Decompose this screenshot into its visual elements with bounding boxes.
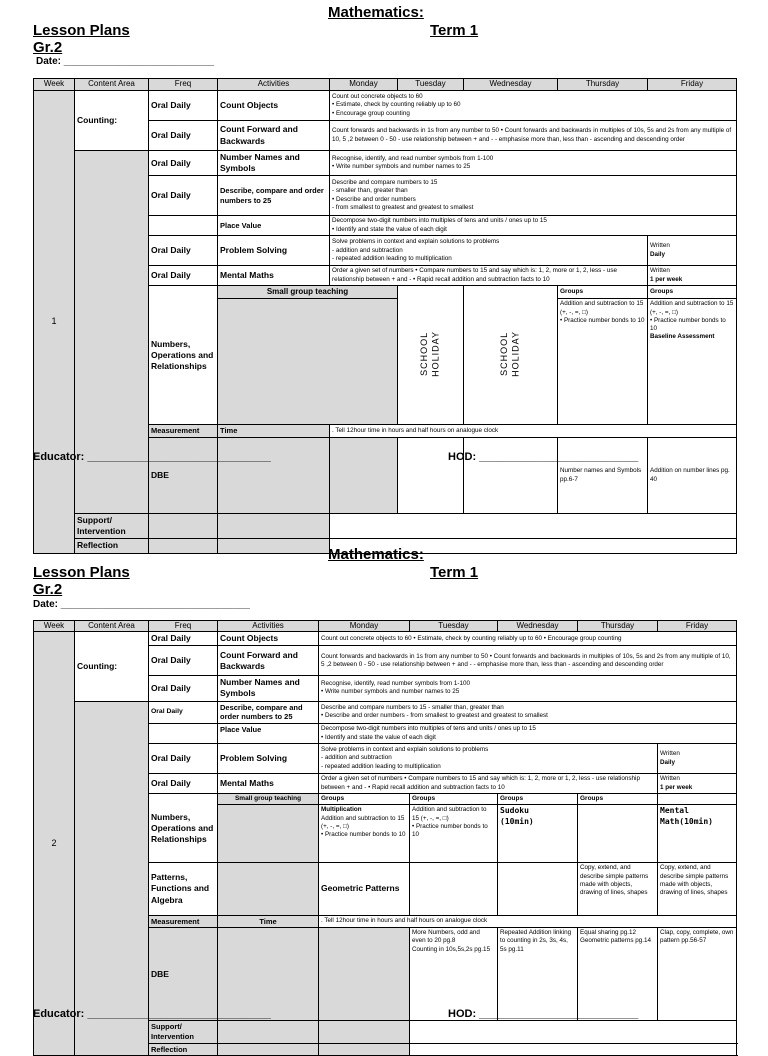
content-area-nor: Numbers, Operations and Relationships xyxy=(149,794,218,863)
number-names-detail: Recognise, identify, and read number symbols from 1-100 • Write number symbols and number names to 25 xyxy=(330,151,737,176)
dbe-blank xyxy=(330,437,398,514)
dbe-blank xyxy=(319,928,410,1021)
activity-geometric-patterns: Geometric Patterns xyxy=(319,863,410,915)
header-tuesday: Tuesday xyxy=(410,621,498,632)
header-wednesday: Wednesday xyxy=(498,621,578,632)
written-label: Written xyxy=(660,750,680,758)
activity-problem-solving: Problem Solving xyxy=(218,236,330,266)
time-detail: . Tell 12hour time in hours and half hours on analogue clock xyxy=(330,425,737,438)
grade-title: Gr.2 xyxy=(33,39,63,56)
groups-label: Groups xyxy=(558,286,648,299)
freq-cell: Oral Daily xyxy=(149,176,218,216)
date-field: Date: ___________________________ xyxy=(36,56,214,67)
lesson-plan-table-week-1 xyxy=(33,78,737,554)
activity-describe-compare: Describe, compare and order numbers to 25 xyxy=(218,176,330,216)
header-activities: Activities xyxy=(218,621,319,632)
groups-label: Groups xyxy=(319,794,410,805)
school-holiday-label: SCHOOL HOLIDAY xyxy=(498,330,521,377)
mental-maths-friday xyxy=(658,774,737,794)
support-detail xyxy=(330,514,737,539)
lesson-plans-title: Lesson Plans xyxy=(33,22,130,39)
activity-mental-maths: Mental Maths xyxy=(218,266,330,286)
freq-blank xyxy=(149,724,218,744)
content-area-nor: Numbers, Operations and Relationships xyxy=(149,286,218,425)
support-label: Support/ Intervention xyxy=(149,1021,218,1044)
subject-title: Mathematics: xyxy=(328,546,424,563)
lesson-plans-title: Lesson Plans xyxy=(33,564,130,581)
freq-cell: Oral Daily xyxy=(149,121,218,151)
dbe-blank xyxy=(218,437,330,514)
patterns-tuesday xyxy=(498,863,578,915)
week-number: 1 xyxy=(34,91,75,554)
week-number: 2 xyxy=(34,632,75,1056)
time-label: Time xyxy=(218,425,330,438)
support-blank xyxy=(218,1021,319,1044)
school-holiday-label: SCHOOL HOLIDAY xyxy=(418,330,441,377)
content-area-counting: Counting: xyxy=(75,91,149,151)
monday-school-holiday xyxy=(398,286,464,425)
friday-mental-math: Mental Math(10min) xyxy=(658,805,737,863)
dbe-label: DBE xyxy=(149,437,218,514)
support-blank xyxy=(149,514,218,539)
thursday-group-work xyxy=(648,299,737,425)
thursday-group-blank xyxy=(578,805,658,863)
freq-cell: Oral Daily xyxy=(149,151,218,176)
activity-number-names: Number Names and Symbols xyxy=(218,676,319,701)
activity-count-objects: Count Objects xyxy=(218,91,330,121)
multiplication-label: Multiplication xyxy=(321,806,362,814)
mental-maths-detail: Order a given set of numbers • Compare numbers to 15 and say which is: 1, 2, more or 1, 2, less - use relationship between + and - • Rapid recall addition and subtraction facts to 10 xyxy=(319,774,658,794)
header-thursday: Thursday xyxy=(578,621,658,632)
problem-solving-detail: Solve problems in context and explain solutions to problems - addition and subtraction - repeated addition leading to multiplication xyxy=(319,744,658,774)
header-week: Week xyxy=(34,79,75,91)
reflection-blank xyxy=(319,1043,410,1056)
header-week: Week xyxy=(34,621,75,632)
patterns-monday xyxy=(410,863,498,915)
term-title: Term 1 xyxy=(430,564,479,581)
monday-group-work xyxy=(319,805,410,863)
measurement-label: Measurement xyxy=(149,915,218,928)
freq-cell: Oral Daily xyxy=(149,676,218,701)
dbe-tuesday xyxy=(464,437,558,514)
reflection-label: Reflection xyxy=(149,1043,218,1056)
freq-cell: Oral Daily xyxy=(149,774,218,794)
time-label: Time xyxy=(218,915,319,928)
thursday-group-text: Addition and subtraction to 15 (+, -, =, □) • Practice number bonds to 10 xyxy=(650,300,734,332)
hod-signature: HOD: __________________________ xyxy=(448,451,639,463)
dbe-tuesday: Repeated Addition linking to counting in 2s, 3s, 4s, 5s pg.11 xyxy=(498,928,578,1021)
date-field: Date: __________________________________ xyxy=(33,599,250,610)
written-label: Written xyxy=(650,242,670,250)
dbe-monday xyxy=(398,437,464,514)
place-value-detail: Decompose two-digit numbers into multiples of tens and units / ones up to 15 • Identify and state the value of each digit xyxy=(319,724,737,744)
header-tuesday: Tuesday xyxy=(398,79,464,91)
header-monday: Monday xyxy=(330,79,398,91)
support-label: Support/ Intervention xyxy=(75,514,149,539)
describe-detail: Describe and compare numbers to 15 - smaller than, greater than • Describe and order numbers - from smallest to greatest and greatest to smallest xyxy=(319,701,737,724)
monday-group-text: Addition and subtraction to 15 (+, -, =, □) • Practice number bonds to 10 xyxy=(321,814,406,838)
activity-count-forward: Count Forward and Backwards xyxy=(218,121,330,151)
header-friday: Friday xyxy=(658,621,737,632)
activity-count-forward: Count Forward and Backwards xyxy=(218,646,319,676)
baseline-assessment: Baseline Assessment xyxy=(650,333,715,341)
activity-count-objects: Count Objects xyxy=(218,632,319,646)
freq-blank xyxy=(149,216,218,236)
written-label: Written xyxy=(660,775,680,783)
freq-cell: Oral Daily xyxy=(149,701,218,724)
header-monday: Monday xyxy=(319,621,410,632)
lesson-plan-table-week-2 xyxy=(33,620,737,1056)
header-thursday: Thursday xyxy=(558,79,648,91)
dbe-thursday: Addition on number lines pg. 40 xyxy=(648,437,737,514)
freq-cell: Oral Daily xyxy=(149,646,218,676)
number-names-detail: Recognise, identify, read number symbols from 1-100 • Write number symbols and number names to 25 xyxy=(319,676,737,701)
freq-cell: Oral Daily xyxy=(149,91,218,121)
dbe-blank xyxy=(218,928,319,1021)
daily-label: Daily xyxy=(660,758,676,766)
subject-title: Mathematics: xyxy=(328,4,424,21)
count-forward-detail: Count forwards and backwards in 1s from any number to 50 • Count forwards and backwards in multiples of 10s, 5s and 2s from any multiple of 10, 5 ,2 between 0 - 50 - use relationship between + and - - emphasise more than, less than - ascending and descending order xyxy=(330,121,737,151)
educator-signature: Educator: ______________________________ xyxy=(33,451,271,463)
wednesday-group-work: Addition and subtraction to 15 (+, -, =, □) • Practice number bonds to 10 xyxy=(558,299,648,425)
count-objects-detail: Count out concrete objects to 60 • Estimate, check by counting reliably up to 60 • Encourage group counting xyxy=(319,632,737,646)
daily-label: Daily xyxy=(650,250,666,258)
educator-signature: Educator: ______________________________ xyxy=(33,1008,271,1020)
dbe-wednesday: Equal sharing pg.12 Geometric patterns pg.14 xyxy=(578,928,658,1021)
measurement-label: Measurement xyxy=(149,425,218,438)
tuesday-group-work: Addition and subtraction to 15 (+, -, =, □) • Practice number bonds to 10 xyxy=(410,805,498,863)
reflection-blank xyxy=(218,1043,319,1056)
problem-solving-detail: Solve problems in context and explain solutions to problems - addition and subtraction - repeated addition leading to multiplication xyxy=(330,236,648,266)
small-group-blank xyxy=(218,299,398,425)
wednesday-sudoku: Sudoku (10min) xyxy=(498,805,578,863)
freq-cell: Oral Daily xyxy=(149,744,218,774)
small-group-teaching: Small group teaching xyxy=(218,286,398,299)
activity-place-value: Place Value xyxy=(218,216,330,236)
reflection-detail xyxy=(410,1043,737,1056)
written-label: Written xyxy=(650,267,670,275)
problem-solving-friday xyxy=(648,236,737,266)
count-objects-detail: Count out concrete objects to 60 • Estimate, check by counting reliably up to 60 • Encourage group counting xyxy=(330,91,737,121)
content-area-blank xyxy=(75,701,149,1056)
header-activities: Activities xyxy=(218,79,330,91)
problem-solving-friday xyxy=(658,744,737,774)
header-freq: Freq xyxy=(149,621,218,632)
header-content-area: Content Area xyxy=(75,621,149,632)
header-wednesday: Wednesday xyxy=(464,79,558,91)
freq-cell: Oral Daily xyxy=(149,236,218,266)
dbe-thursday: Clap, copy, complete, own pattern pp.56-57 xyxy=(658,928,737,1021)
mental-maths-friday xyxy=(648,266,737,286)
activity-place-value: Place Value xyxy=(218,724,319,744)
groups-label: Groups xyxy=(410,794,498,805)
activity-describe-compare: Describe, compare and order numbers to 25 xyxy=(218,701,319,724)
freq-cell: Oral Daily xyxy=(149,632,218,646)
groups-label: Groups xyxy=(648,286,737,299)
support-detail xyxy=(410,1021,737,1044)
mental-maths-detail: Order a given set of numbers • Compare numbers to 15 and say which is: 1, 2, more or 1, 2, less - use relationship between + and - • Rapid recall addition and subtraction facts to 10 xyxy=(330,266,648,286)
content-area-patterns: Patterns, Functions and Algebra xyxy=(149,863,218,915)
term-title: Term 1 xyxy=(430,22,479,39)
dbe-wednesday: Number names and Symbols pp.6-7 xyxy=(558,437,648,514)
support-blank xyxy=(319,1021,410,1044)
patterns-wednesday: Copy, extend, and describe simple patterns made with objects, drawing of lines, shapes xyxy=(578,863,658,915)
per-week-label: 1 per week xyxy=(660,783,693,791)
time-detail: . Tell 12hour time in hours and half hours on analogue clock xyxy=(319,915,737,928)
hod-signature: HOD: __________________________ xyxy=(448,1008,639,1020)
groups-label: Groups xyxy=(498,794,578,805)
support-blank xyxy=(218,514,330,539)
activity-problem-solving: Problem Solving xyxy=(218,744,319,774)
small-group-teaching: Small group teaching xyxy=(218,794,319,805)
patterns-thursday: Copy, extend, and describe simple patterns made with objects, drawing of lines, shapes xyxy=(658,863,737,915)
count-forward-detail: Count forwards and backwards in 1s from any number to 50 • Count forwards and backwards in multiples of 10s, 5s and 2s from any multiple of 10, 5 ,2 between 0 - 50 - use relationship between + and - - emphasise more than, less than - ascending and descending order xyxy=(319,646,737,676)
dbe-label: DBE xyxy=(149,928,218,1021)
activity-mental-maths: Mental Maths xyxy=(218,774,319,794)
dbe-monday: More Numbers, odd and even to 20 pg.8 Counting in 10s,5s,2s pg.15 xyxy=(410,928,498,1021)
small-group-blank xyxy=(218,805,319,863)
describe-detail: Describe and compare numbers to 15 - smaller than, greater than • Describe and order numbers - from smallest to greatest and greatest to smallest xyxy=(330,176,737,216)
freq-cell: Oral Daily xyxy=(149,266,218,286)
content-area-counting: Counting: xyxy=(75,632,149,701)
reflection-label: Reflection xyxy=(75,539,149,553)
header-freq: Freq xyxy=(149,79,218,91)
per-week-label: 1 per week xyxy=(650,275,683,283)
activity-number-names: Number Names and Symbols xyxy=(218,151,330,176)
place-value-detail: Decompose two-digit numbers into multiples of tens and units / ones up to 15 • Identify and state the value of each digit xyxy=(330,216,737,236)
grade-title: Gr.2 xyxy=(33,581,63,598)
reflection-blank xyxy=(218,539,330,553)
header-friday: Friday xyxy=(648,79,737,91)
reflection-blank xyxy=(149,539,218,553)
tuesday-school-holiday xyxy=(464,286,558,425)
header-content-area: Content Area xyxy=(75,79,149,91)
friday-groups-blank xyxy=(658,794,737,805)
groups-label: Groups xyxy=(578,794,658,805)
patterns-freq-blank xyxy=(218,863,319,915)
